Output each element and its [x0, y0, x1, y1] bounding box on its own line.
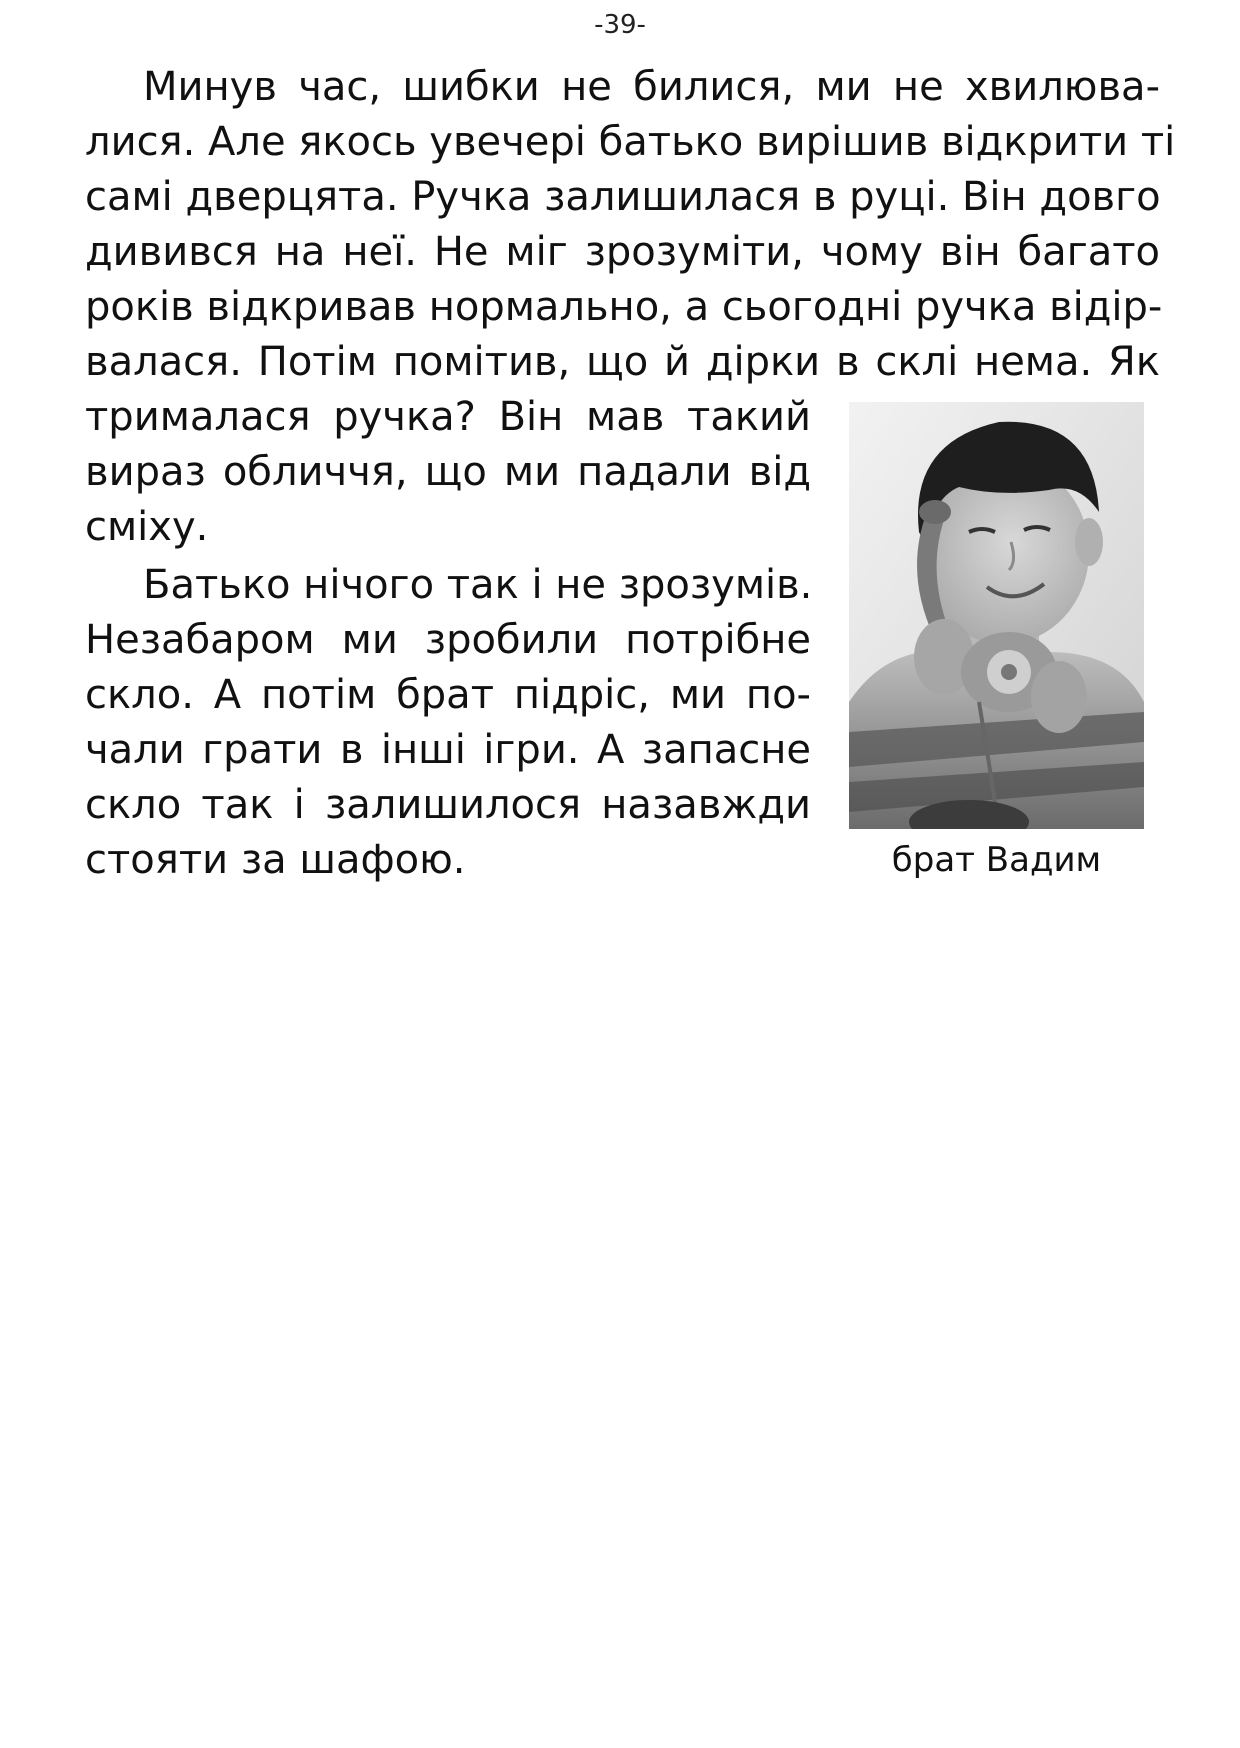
- text-line: вираз обличчя, що ми падали від: [85, 449, 811, 495]
- text-line: Батько нічого так і не зрозумів.: [143, 562, 813, 608]
- text-line: валася. Потім помітив, що й дірки в склі нема. Як: [85, 339, 1160, 385]
- text-line: Минув час, шибки не билися, ми не хвилюва-: [143, 64, 1160, 110]
- text-line: самі дверцята. Ручка залишилася в руці. Він довго: [85, 174, 1161, 220]
- text-line: чали грати в інші ігри. А запасне: [85, 727, 811, 773]
- text-line: років відкривав нормально, а сьогодні ручка відір-: [85, 284, 1163, 330]
- text-line: лися. Але якось увечері батько вирішив відкрити ті: [85, 119, 1176, 165]
- text-line: дивився на неї. Не міг зрозуміти, чому він багато: [85, 229, 1160, 275]
- text-line: скло так і залишилося назавжди: [85, 782, 811, 828]
- photo-caption: брат Вадим: [891, 840, 1102, 880]
- text-line: сміху.: [85, 504, 209, 550]
- text-line: стояти за шафою.: [85, 837, 466, 883]
- text-line: Незабаром ми зробили потрібне: [85, 617, 811, 663]
- text-line: скло. А потім брат підріс, ми по-: [85, 672, 811, 718]
- page-number: -39-: [594, 10, 646, 40]
- text-line: трималася ручка? Він мав такий: [85, 394, 811, 440]
- boy-with-telephone-photo: [849, 402, 1144, 829]
